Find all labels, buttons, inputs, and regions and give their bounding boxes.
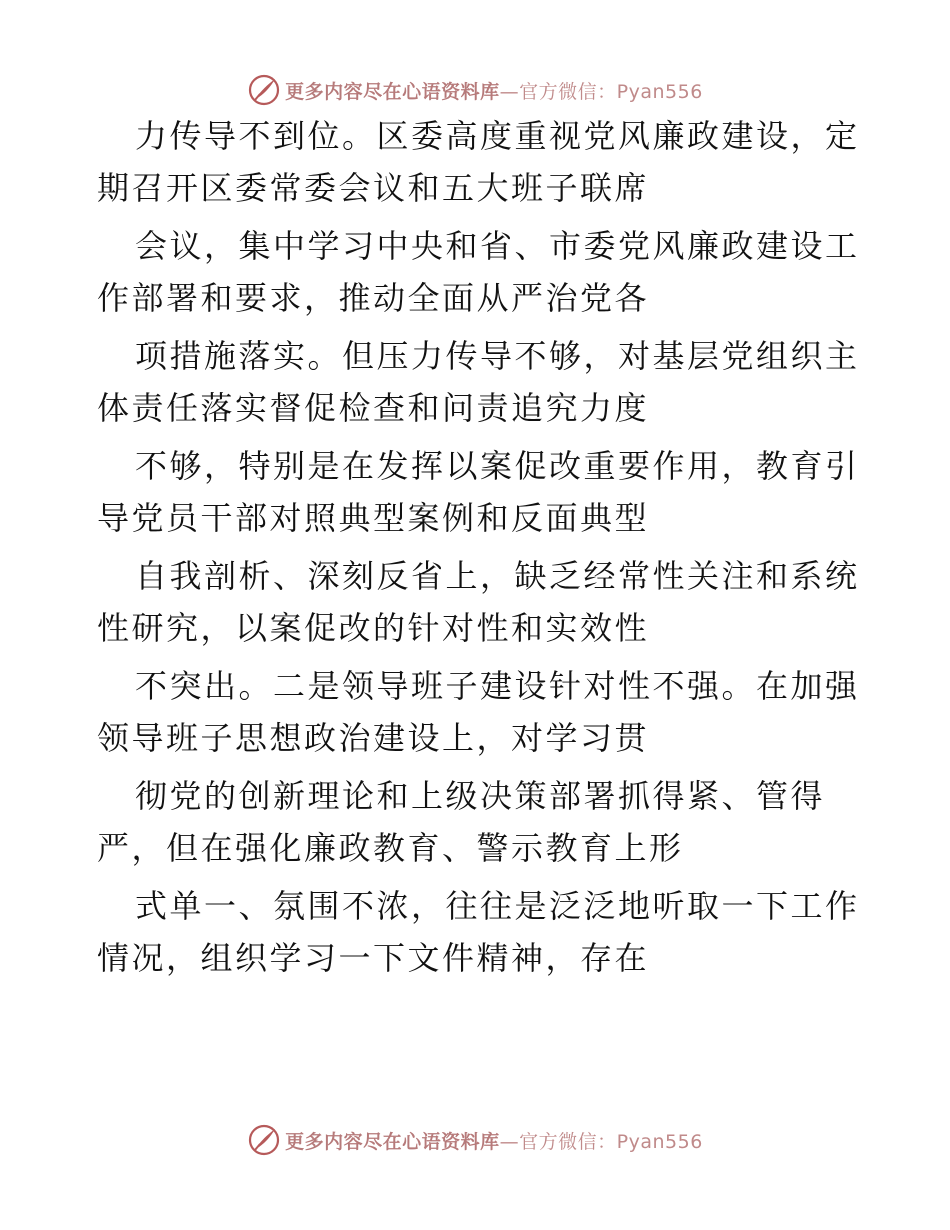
footer-banner-main: 更多内容尽在心语资料库 <box>285 1130 500 1153</box>
body-line: 体责任落实督促检查和问责追究力度 <box>97 389 650 427</box>
body-line: 不突出。二是领导班子建设针对性不强。在加强 <box>135 667 860 705</box>
body-line: 式单一、氛围不浓，往往是泛泛地听取一下工作 <box>135 887 860 925</box>
body-line: 会议，集中学习中央和省、市委党风廉政建设工 <box>135 227 860 265</box>
body-line: 期召开区委常委会议和五大班子联席 <box>97 169 650 207</box>
document-body <box>97 117 860 977</box>
quill-logo-icon <box>247 73 281 107</box>
footer-banner-text <box>285 1127 703 1154</box>
header-banner-rest: —官方微信：Pyan556 <box>499 80 703 103</box>
body-line: 严，但在强化廉政教育、警示教育上形 <box>97 829 684 867</box>
body-line: 导党员干部对照典型案例和反面典型 <box>97 499 650 537</box>
body-line: 不够，特别是在发挥以案促改重要作用，教育引 <box>135 447 860 485</box>
header-banner-main: 更多内容尽在心语资料库 <box>285 80 500 103</box>
footer-banner <box>0 1120 950 1160</box>
body-line: 彻党的创新理论和上级决策部署抓得紧、管得 <box>135 777 826 815</box>
body-line: 领导班子思想政治建设上，对学习贯 <box>97 719 650 757</box>
body-line: 作部署和要求，推动全面从严治党各 <box>97 279 650 317</box>
body-line: 项措施落实。但压力传导不够，对基层党组织主 <box>135 337 860 375</box>
body-line: 性研究，以案促改的针对性和实效性 <box>97 609 650 647</box>
body-line: 自我剖析、深刻反省上，缺乏经常性关注和系统 <box>135 557 860 595</box>
body-line: 力传导不到位。区委高度重视党风廉政建设，定 <box>135 117 860 155</box>
header-banner-text <box>285 77 703 104</box>
quill-logo-icon <box>247 1123 281 1157</box>
header-banner <box>0 70 950 110</box>
body-line: 情况，组织学习一下文件精神，存在 <box>97 939 650 977</box>
footer-banner-rest: —官方微信：Pyan556 <box>499 1130 703 1153</box>
